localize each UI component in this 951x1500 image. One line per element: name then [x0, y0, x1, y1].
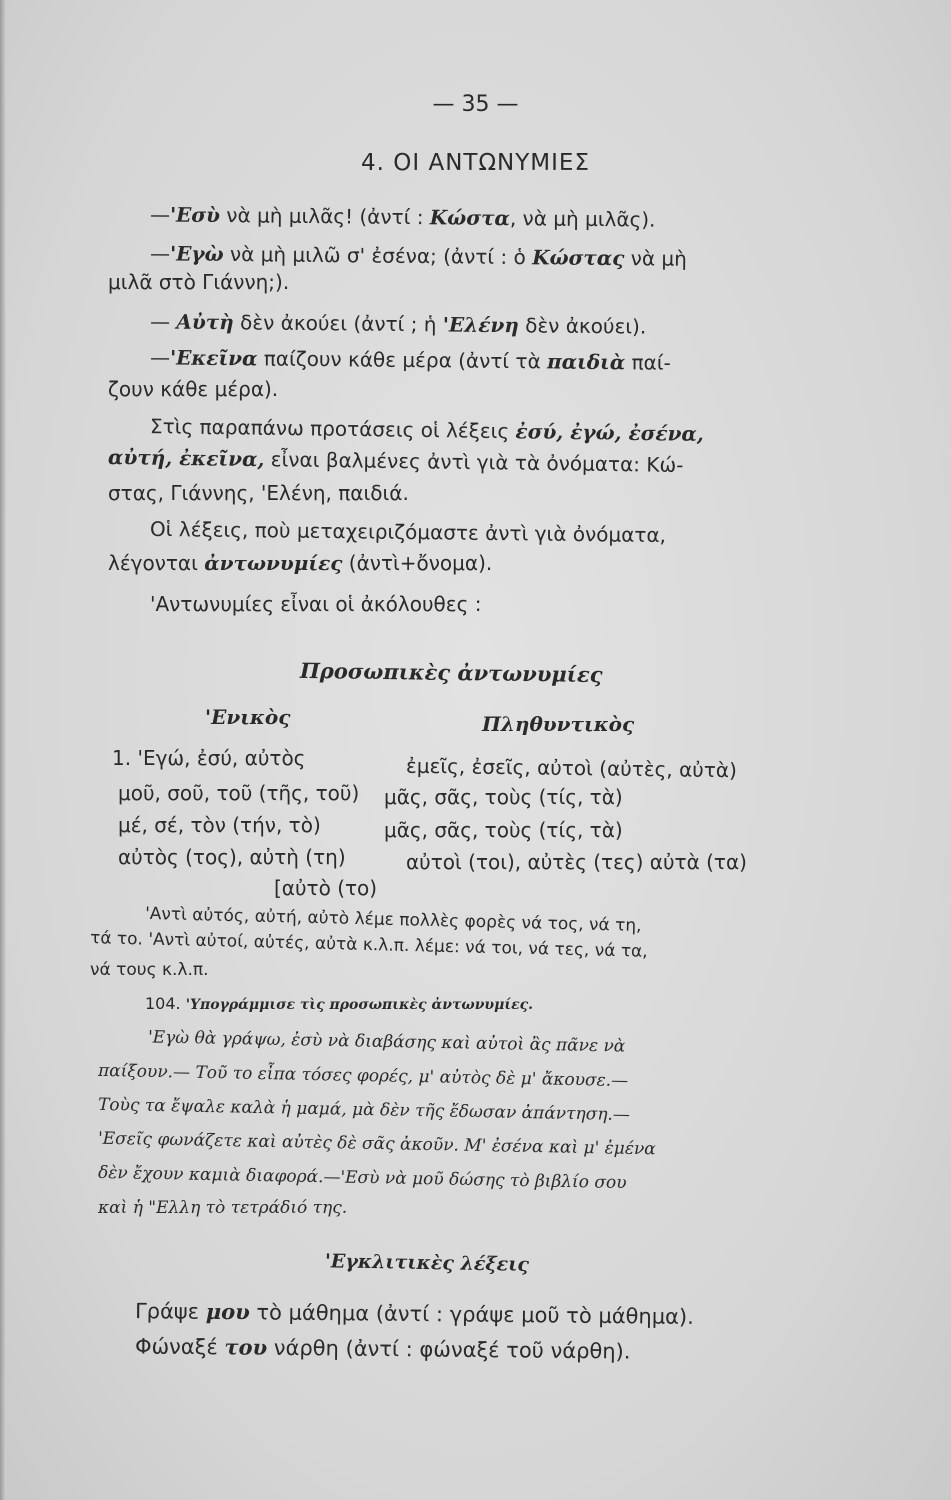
- paragraph-line: 'Αντωνυμίες εἶναι οἱ ἀκόλουθες :: [150, 592, 482, 616]
- dash: —: [149, 345, 171, 370]
- text: δὲν ἀκούει).: [518, 313, 647, 339]
- section-title-enclitic: 'Εγκλιτικὲς λέξεις: [324, 1250, 530, 1276]
- dash: —: [149, 241, 171, 266]
- text: Στὶς παραπάνω προτάσεις οἱ λέξεις: [149, 414, 516, 444]
- noun-word: Κώστας: [532, 245, 625, 271]
- noun-word: 'Ελένη: [442, 312, 519, 338]
- paragraph-line: Οἱ λέξεις, ποὺ μεταχειριζόμαστε ἀντὶ γιὰ ὀνόματα,: [149, 516, 667, 548]
- plural-header: Πληθυντικὸς: [482, 712, 635, 736]
- page-number: — 35 —: [432, 92, 519, 117]
- exercise-line: δὲν ἔχουν καμιὰ διαφορά.—'Εσὺ νὰ μοῦ δώσης τὸ βιβλίο σου: [97, 1162, 627, 1194]
- exercise-line: Τοὺς τα ἔψαλε καλὰ ἡ μαμά, μὰ δὲν τῆς ἔδωσαν ἀπάντηση.—: [97, 1094, 631, 1126]
- table-cell-plural: μᾶς, σᾶς, τοὺς (τίς, τὰ): [384, 818, 623, 842]
- exercise-line: καὶ ἡ "Ελλη τὸ τετράδιό της.: [98, 1198, 348, 1218]
- text: , νὰ μὴ μιλᾶς).: [509, 206, 656, 232]
- example-line: [108, 270, 289, 294]
- dash: —: [149, 309, 177, 334]
- text: εἶναι βαλμένες ἀντὶ γιὰ τὰ ὀνόματα: Κώ-: [264, 447, 684, 478]
- text: παίζουν κάθε μέρα (ἀντί τὰ: [257, 346, 548, 374]
- example-line: [108, 377, 278, 401]
- text: νάρθη (ἀντί : φώναξέ τοῦ νάρθη).: [267, 1335, 631, 1364]
- table-cell-plural: αὐτοὶ (τοι), αὐτὲς (τες) αὐτὰ (τα): [406, 850, 747, 874]
- table-cell-plural: μᾶς, σᾶς, τοὺς (τίς, τὰ): [384, 785, 623, 809]
- singular-header: 'Ενικὸς: [205, 705, 291, 729]
- note-line: νά τους κ.λ.π.: [90, 960, 209, 980]
- enclitic-line: [135, 1299, 694, 1329]
- pronoun-word: 'Εγὼ: [169, 241, 224, 266]
- text: λέγονται: [108, 551, 205, 575]
- exercise-line: 'Εσεῖς φωνάζετε καὶ αὐτὲς δὲ σᾶς ἀκοῦν. Μ' ἐσένα καὶ μ' ἐμένα: [97, 1128, 656, 1160]
- table-cell-singular: αὐτὸς (τος), αὐτὴ (τη): [118, 845, 346, 869]
- exercise-instruction: 'Υπογράμμισε τὶς προσωπικὲς ἀντωνυμίες.: [185, 997, 534, 1013]
- dash: —: [149, 202, 171, 227]
- table-cell-singular: 1. 'Εγώ, ἐσύ, αὐτὸς: [112, 746, 306, 770]
- pronoun-list: αὐτή, ἐκεῖνα,: [107, 444, 265, 472]
- text: ζουν κάθε μέρα).: [108, 377, 279, 401]
- table-cell-singular: μοῦ, σοῦ, τοῦ (τῆς, τοῦ): [118, 781, 360, 805]
- paragraph-line: στας, Γιάννης, 'Ελένη, παιδιά.: [108, 481, 409, 505]
- section-title: Προσωπικὲς ἀντωνυμίες: [299, 657, 603, 688]
- chapter-title: 4. ΟΙ ΑΝΤΩΝΥΜΙΕΣ: [361, 150, 590, 176]
- term: ἀντωνυμίες: [204, 551, 343, 575]
- enclitic-word: μου: [205, 1298, 250, 1325]
- paragraph-line: [108, 551, 492, 575]
- example-line: [150, 241, 687, 271]
- table-cell-plural: ἐμεῖς, ἐσεῖς, αὐτοὶ (αὐτὲς, αὐτὰ): [405, 753, 738, 783]
- example-line: [150, 345, 671, 374]
- text: νὰ μὴ: [624, 246, 687, 271]
- example-line: [150, 202, 656, 231]
- text: (ἀντὶ+ὄνομα).: [342, 551, 493, 575]
- paragraph-line: [108, 445, 684, 477]
- exercise-line: παίξουν.— Τοῦ το εἶπα τόσες φορές, μ' αὐτὸς δὲ μ' ἄκουσε.—: [97, 1060, 629, 1092]
- text: δὲν ἀκούει (ἀντί ; ἡ: [233, 310, 443, 337]
- pronoun-word: 'Εσὺ: [169, 202, 221, 228]
- note-line: τά το. 'Αντὶ αὐτοί, αὐτές, αὐτὰ κ.λ.π. λέμε: νά τοι, νά τες, νά τα,: [89, 928, 648, 962]
- table-cell-singular: [αὐτὸ (το): [274, 876, 378, 900]
- exercise-number: 104.: [145, 994, 181, 1013]
- example-line: [150, 309, 647, 338]
- enclitic-line: [135, 1334, 631, 1363]
- text: Γράψε: [134, 1299, 206, 1324]
- text: Φώναξέ: [134, 1334, 225, 1360]
- table-cell-singular: μέ, σέ, τὸν (τήν, τὸ): [118, 813, 321, 837]
- text: παί-: [625, 350, 671, 375]
- note-line: 'Αντὶ αὐτός, αὐτή, αὐτὸ λέμε πολλὲς φορὲς νά τος, νά τη,: [144, 903, 642, 937]
- text: νὰ μὴ μιλῶ σ' ἐσένα; (ἀντί : ὁ: [223, 241, 533, 270]
- enclitic-word: του: [224, 1334, 268, 1360]
- pronoun-word: Αὐτὴ: [176, 309, 234, 335]
- pronoun-list: ἐσύ, ἐγώ, ἐσένα,: [515, 419, 705, 446]
- page-binding-shadow: [0, 0, 6, 1500]
- exercise-header: [145, 992, 533, 1017]
- noun-word: παιδιὰ: [546, 349, 626, 375]
- text: νὰ μὴ μιλᾶς! (ἀντί :: [219, 203, 430, 230]
- pronoun-word: 'Εκεῖνα: [169, 345, 258, 371]
- text: μιλᾶ στὸ Γιάννη;).: [108, 270, 290, 294]
- noun-word: Κώστα: [429, 205, 511, 231]
- text: τὸ μάθημα (ἀντί : γράψε μοῦ τὸ μάθημα).: [249, 1300, 694, 1329]
- exercise-line: 'Εγὼ θὰ γράψω, ἐσὺ νὰ διαβάσης καὶ αὐτοὶ ἂς πᾶνε νὰ: [147, 1027, 626, 1057]
- paragraph-line: [150, 414, 704, 446]
